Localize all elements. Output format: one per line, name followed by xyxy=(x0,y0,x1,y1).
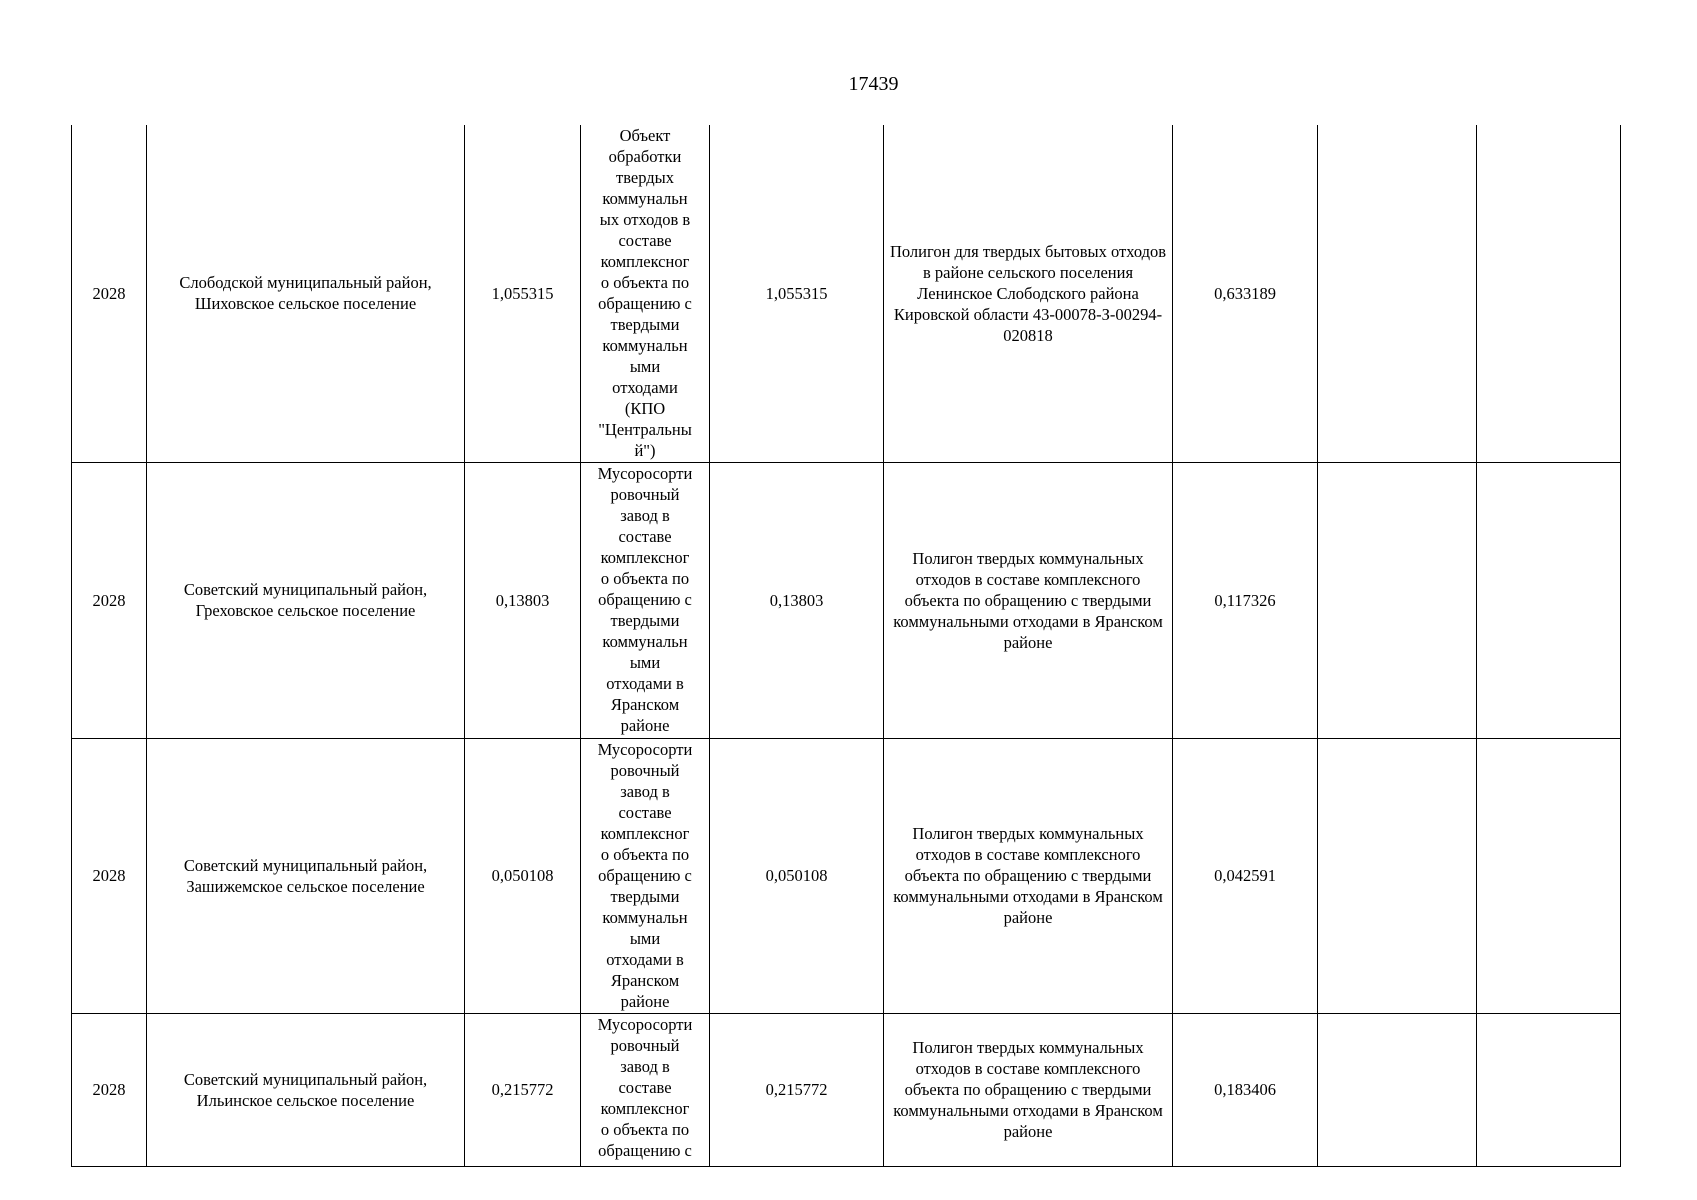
object-line: районе xyxy=(620,991,670,1011)
extra-1-cell xyxy=(1318,125,1477,462)
object-line: составе xyxy=(618,526,672,546)
object-line: ыми xyxy=(629,652,661,672)
volume-2-cell: 0,050108 xyxy=(710,738,884,1013)
object-line: составе xyxy=(618,1077,672,1097)
object-line: комплексног xyxy=(600,547,690,567)
volume-2-cell: 0,215772 xyxy=(710,1013,884,1166)
object-line: ровочный xyxy=(610,1035,680,1055)
object-line: обращению с xyxy=(598,294,692,313)
table-body xyxy=(72,125,1621,1166)
object-line: Объект xyxy=(619,126,671,145)
object-line: ровочный xyxy=(610,760,680,780)
year-cell: 2028 xyxy=(72,462,147,738)
object-line: Мусоросорти xyxy=(597,1014,693,1034)
object-line: твердыми xyxy=(610,886,680,906)
municipality-cell: Советский муниципальный район, Греховское сельское поселение xyxy=(147,462,465,738)
object-line: завод в xyxy=(620,1056,670,1076)
object-line: комплексног xyxy=(600,252,690,271)
object-line: (КПО xyxy=(624,399,666,418)
landfill-cell: Полигон твердых коммунальных отходов в составе комплексного объекта по обращению с твердыми коммунальными отходами в Яранском районе xyxy=(884,738,1173,1013)
page-number: 17439 xyxy=(848,73,899,95)
object-line: районе xyxy=(620,715,670,735)
landfill-cell: Полигон твердых коммунальных отходов в составе комплексного объекта по обращению с твердыми коммунальными отходами в Яранском районе xyxy=(884,462,1173,738)
landfill-cell: Полигон твердых коммунальных отходов в составе комплексного объекта по обращению с твердыми коммунальными отходами в Яранском районе xyxy=(884,1013,1173,1166)
object-line: Мусоросорти xyxy=(597,739,693,759)
object-cell xyxy=(581,1013,710,1166)
object-line: составе xyxy=(618,231,672,250)
object-line: завод в xyxy=(620,505,670,525)
object-line: Яранском xyxy=(610,694,680,714)
object-line: обращению с xyxy=(598,589,692,609)
volume-3-cell: 0,117326 xyxy=(1173,462,1318,738)
volume-2-cell: 1,055315 xyxy=(710,125,884,462)
extra-2-cell xyxy=(1477,125,1621,462)
object-line: комплексног xyxy=(600,1098,690,1118)
object-line: твердых xyxy=(616,168,674,187)
object-line: й") xyxy=(634,441,656,460)
object-line: обращению с xyxy=(598,1140,692,1160)
object-line: коммунальн xyxy=(602,189,688,208)
table-row xyxy=(72,738,1621,1013)
extra-2-cell xyxy=(1477,1013,1621,1166)
object-cell xyxy=(581,125,710,462)
extra-1-cell xyxy=(1318,462,1477,738)
object-line: отходами в xyxy=(606,673,684,693)
object-line: о объекта по xyxy=(600,844,690,864)
object-line: о объекта по xyxy=(600,273,690,292)
year-cell: 2028 xyxy=(72,738,147,1013)
volume-1-cell: 0,13803 xyxy=(465,462,581,738)
extra-1-cell xyxy=(1318,1013,1477,1166)
table-row xyxy=(72,462,1621,738)
object-line: твердыми xyxy=(610,315,680,334)
object-line: комплексног xyxy=(600,823,690,843)
extra-2-cell xyxy=(1477,462,1621,738)
object-line: ыми xyxy=(629,357,661,376)
municipality-cell: Советский муниципальный район, Ильинское сельское поселение xyxy=(147,1013,465,1166)
object-cell xyxy=(581,738,710,1013)
object-line: ровочный xyxy=(610,484,680,504)
table-row xyxy=(72,1013,1621,1166)
object-line: отходами в xyxy=(606,949,684,969)
object-line: Мусоросорти xyxy=(597,463,693,483)
waste-flow-table xyxy=(71,125,1621,1167)
object-line: коммунальн xyxy=(602,907,688,927)
object-line: коммунальн xyxy=(602,336,688,355)
object-line: отходами xyxy=(612,378,678,397)
object-line: обращению с xyxy=(598,865,692,885)
object-line: ых отходов в xyxy=(599,210,691,229)
object-line: завод в xyxy=(620,781,670,801)
volume-1-cell: 0,215772 xyxy=(465,1013,581,1166)
object-line: обработки xyxy=(608,147,682,166)
extra-2-cell xyxy=(1477,738,1621,1013)
table-row xyxy=(72,125,1621,462)
volume-1-cell: 0,050108 xyxy=(465,738,581,1013)
object-line: составе xyxy=(618,802,672,822)
municipality-cell: Слободской муниципальный район, Шиховское сельское поселение xyxy=(147,125,465,462)
volume-3-cell: 0,183406 xyxy=(1173,1013,1318,1166)
object-line: о объекта по xyxy=(600,1119,690,1139)
object-line: о объекта по xyxy=(600,568,690,588)
volume-1-cell: 1,055315 xyxy=(465,125,581,462)
object-line: твердыми xyxy=(610,610,680,630)
object-line: ыми xyxy=(629,928,661,948)
object-line: коммунальн xyxy=(602,631,688,651)
object-line: "Центральны xyxy=(598,420,692,439)
volume-3-cell: 0,042591 xyxy=(1173,738,1318,1013)
landfill-cell: Полигон для твердых бытовых отходов в районе сельского поселения Ленинское Слободского района Кировской области 43-00078-З-00294-020818 xyxy=(884,125,1173,462)
object-line: Яранском xyxy=(610,970,680,990)
year-cell: 2028 xyxy=(72,1013,147,1166)
extra-1-cell xyxy=(1318,738,1477,1013)
volume-3-cell: 0,633189 xyxy=(1173,125,1318,462)
volume-2-cell: 0,13803 xyxy=(710,462,884,738)
year-cell: 2028 xyxy=(72,125,147,462)
municipality-cell: Советский муниципальный район, Зашижемское сельское поселение xyxy=(147,738,465,1013)
object-cell xyxy=(581,462,710,738)
